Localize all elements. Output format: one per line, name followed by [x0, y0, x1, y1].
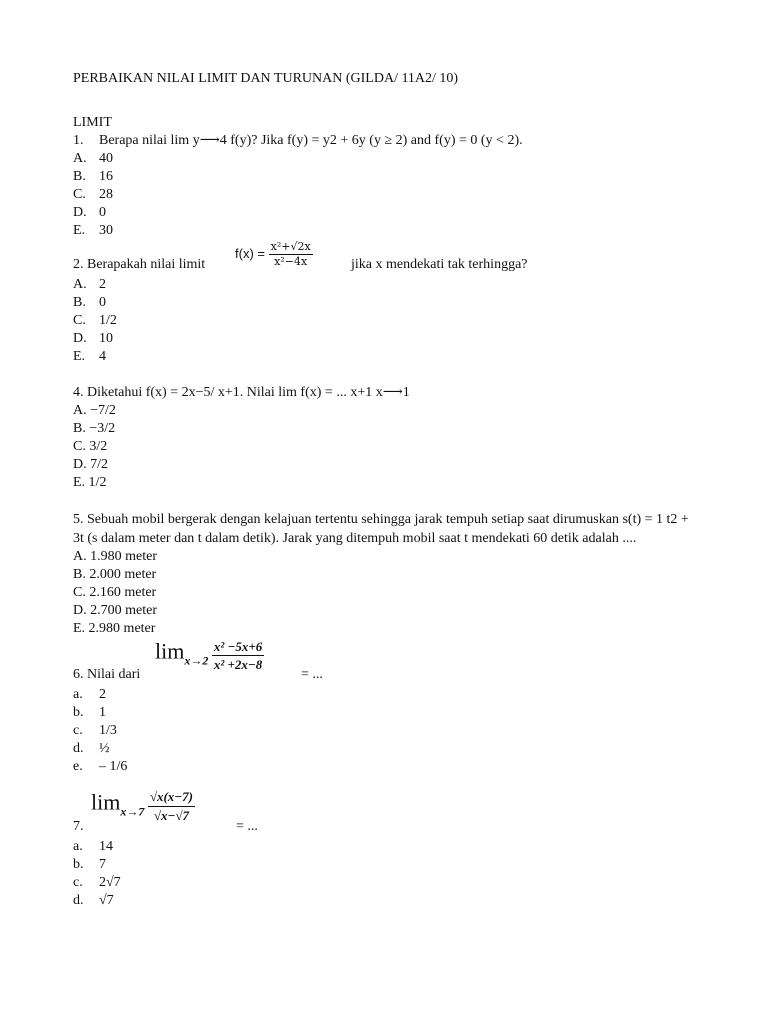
question-2-options	[73, 276, 713, 366]
option-text: 2	[99, 687, 106, 702]
option	[73, 856, 713, 874]
option-key: E.	[73, 349, 86, 364]
option-text: ½	[99, 741, 110, 756]
option-text: 7	[99, 857, 106, 872]
option: A. −7/2	[73, 403, 116, 418]
option	[73, 838, 713, 856]
limit-numerator: √x(x−7)	[148, 788, 195, 807]
option	[73, 222, 713, 240]
formula-denominator: x²−4x	[274, 255, 308, 268]
option: E. 1/2	[73, 475, 107, 490]
option: C. 3/2	[73, 439, 108, 454]
limit-fraction	[212, 638, 264, 673]
question-1-options	[73, 150, 713, 240]
option-text: 16	[99, 169, 113, 184]
option-key: E.	[73, 223, 86, 238]
option-text: 14	[99, 839, 113, 854]
option-text: – 1/6	[99, 759, 128, 774]
question-4: 4. Diketahui f(x) = 2x−5/ x+1. Nilai lim f(x) = ... x+1 x⟶1	[73, 385, 410, 400]
option: A. 1.980 meter	[73, 549, 157, 564]
option-key: d.	[73, 893, 84, 908]
question-text: 6. Nilai dari	[73, 667, 141, 682]
option-key: d.	[73, 741, 84, 756]
limit-formula	[91, 788, 195, 825]
option-text: 40	[99, 151, 113, 166]
question-6	[73, 638, 713, 686]
option	[73, 874, 713, 892]
limit-symbol: lim	[91, 789, 121, 815]
limit-subscript: x→7	[120, 804, 145, 819]
option-text: 2√7	[99, 875, 121, 890]
option-key: c.	[73, 875, 83, 890]
option-text: 1/3	[99, 723, 117, 738]
option	[73, 294, 713, 312]
option: E. 2.980 meter	[73, 621, 156, 636]
worksheet-page	[73, 70, 713, 910]
option	[73, 150, 713, 168]
question-6-options	[73, 686, 713, 776]
question-number: 1.	[73, 133, 84, 148]
question-number: 7.	[73, 819, 84, 834]
option-key: B.	[73, 169, 86, 184]
option-text: 0	[99, 295, 106, 310]
question-5-options	[73, 548, 713, 638]
option-key: C.	[73, 313, 86, 328]
limit-symbol: lim	[155, 638, 185, 664]
option-text: 1/2	[99, 313, 117, 328]
option-key: A.	[73, 151, 87, 166]
limit-denominator: √x−√7	[153, 808, 189, 823]
option	[73, 704, 713, 722]
question-7-options	[73, 838, 713, 910]
option	[73, 330, 713, 348]
option-key: C.	[73, 187, 86, 202]
option	[73, 312, 713, 330]
option-key: b.	[73, 857, 84, 872]
question-4-options	[73, 402, 713, 492]
option	[73, 186, 713, 204]
option-key: D.	[73, 331, 87, 346]
formula-numerator: x²+√2x	[270, 240, 311, 253]
option	[73, 686, 713, 704]
option	[73, 168, 713, 186]
question-2	[73, 240, 713, 276]
limit-formula	[155, 638, 264, 673]
limit-fraction	[148, 788, 195, 825]
option: C. 2.160 meter	[73, 585, 157, 600]
question-text: Berapa nilai lim y⟶4 f(y)? Jika f(y) = y2 + 6y (y ≥ 2) and f(y) = 0 (y < 2).	[99, 133, 523, 148]
option	[73, 892, 713, 910]
option-key: c.	[73, 723, 83, 738]
question-5: 5. Sebuah mobil bergerak dengan kelajuan tertentu sehingga jarak tempuh setiap saat dirumuskan s(t) = 1 t2 + 3t (s dalam meter dan t dalam detik). Jarak yang ditempuh mobil saat t mendekati 60 detik adalah ....	[73, 512, 689, 546]
option-text: 0	[99, 205, 106, 220]
limit-denominator: x² +2x−8	[213, 657, 263, 672]
option-text: 4	[99, 349, 106, 364]
option: B. 2.000 meter	[73, 567, 157, 582]
function-formula	[235, 240, 313, 269]
option	[73, 276, 713, 294]
formula-label: f(x) =	[235, 245, 265, 261]
option-key: A.	[73, 277, 87, 292]
question-text-suffix: jika x mendekati tak terhingga?	[351, 257, 528, 272]
limit-numerator: x² −5x+6	[213, 639, 263, 654]
option-key: a.	[73, 839, 83, 854]
option-key: a.	[73, 687, 83, 702]
option	[73, 204, 713, 222]
question-7	[73, 788, 713, 838]
section-heading: LIMIT	[73, 115, 112, 130]
option	[73, 722, 713, 740]
question-text: 2. Berapakah nilai limit	[73, 257, 206, 272]
question-1	[73, 132, 713, 150]
option-key: D.	[73, 205, 87, 220]
option-key: B.	[73, 295, 86, 310]
question-text-suffix: = ...	[236, 819, 258, 834]
option: D. 7/2	[73, 457, 108, 472]
option	[73, 740, 713, 758]
option-text: 30	[99, 223, 113, 238]
option: D. 2.700 meter	[73, 603, 157, 618]
option	[73, 758, 713, 776]
option-text: 2	[99, 277, 106, 292]
option-key: e.	[73, 759, 83, 774]
option	[73, 348, 713, 366]
formula-fraction	[269, 240, 313, 269]
option-text: √7	[99, 893, 114, 908]
option-text: 1	[99, 705, 106, 720]
option-key: b.	[73, 705, 84, 720]
question-text-suffix: = ...	[301, 667, 323, 682]
page-title: PERBAIKAN NILAI LIMIT DAN TURUNAN (GILDA/ 11A2/ 10)	[73, 71, 459, 86]
option-text: 28	[99, 187, 113, 202]
option: B. −3/2	[73, 421, 116, 436]
limit-subscript: x→2	[184, 653, 209, 668]
option-text: 10	[99, 331, 113, 346]
